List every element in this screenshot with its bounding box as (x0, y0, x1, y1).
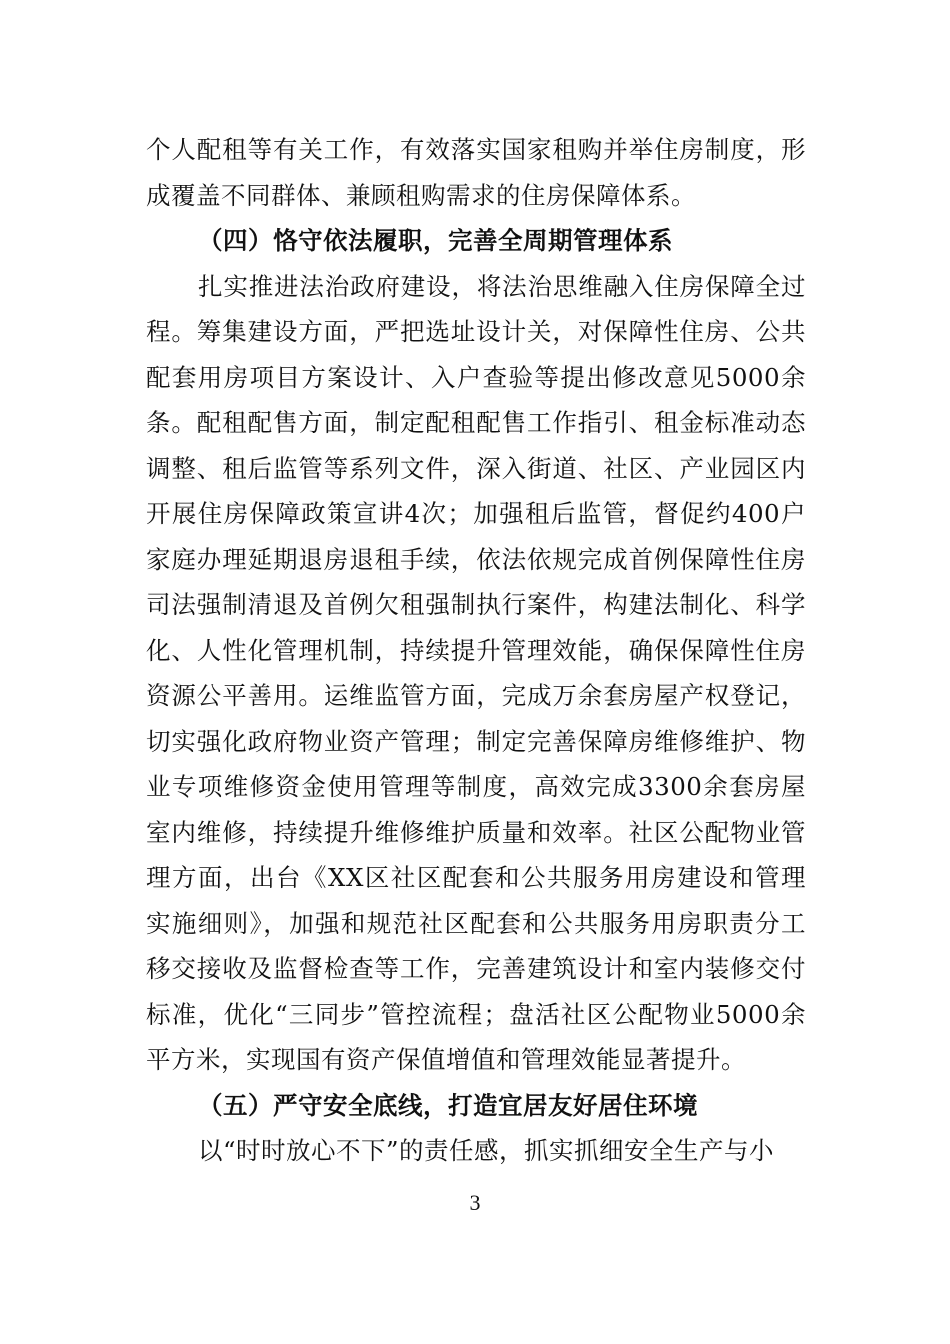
section-heading-4: （四）恪守依法履职，完善全周期管理体系 (198, 226, 673, 255)
document-body (146, 127, 806, 1174)
paragraph-safety: 以“时时放心不下”的责任感，抓实抓细安全生产与小 (198, 1136, 775, 1165)
paragraph-rule-of-law: 扎实推进法治政府建设，将法治思维融入住房保障全过程。筹集建设方面，严把选址设计关，对保障性住房、公共配套用房项目方案设计、入户查验等提出修改意见5000余条。配租配售方面，制定配租配售工作指引、租金标准动态调整、租后监管等系列文件，深入街道、社区、产业园区内开展住房保障政策宣讲4次；加强租后监管，督促约400户家庭办理延期退房退租手续，依法依规完成首例保障性住房司法强制清退及首例欠租强制执行案件，构建法制化、科学化、人性化管理机制，持续提升管理效能，确保保障性住房资源公平善用。运维监管方面，完成万余套房屋产权登记，切实强化政府物业资产管理；制定完善保障房维修维护、物业专项维修资金使用管理等制度，高效完成3300余套房屋室内维修，持续提升维修维护质量和效率。社区公配物业管理方面，出台《XX区社区配套和公共服务用房建设和管理实施细则》，加强和规范社区配套和公共服务用房职责分工移交接收及监督检查等工作，完善建筑设计和室内装修交付标准，优化“三同步”管控流程；盘活社区公配物业5000余平方米，实现国有资产保值增值和管理效能显著提升。 (146, 271, 806, 1074)
paragraph-housing-system: 个人配租等有关工作，有效落实国家租购并举住房制度，形成覆盖不同群体、兼顾租购需求的住房保障体系。 (146, 135, 806, 210)
section-heading-5: （五）严守安全底线，打造宜居友好居住环境 (198, 1090, 698, 1120)
page-number: 3 (469, 1190, 481, 1215)
